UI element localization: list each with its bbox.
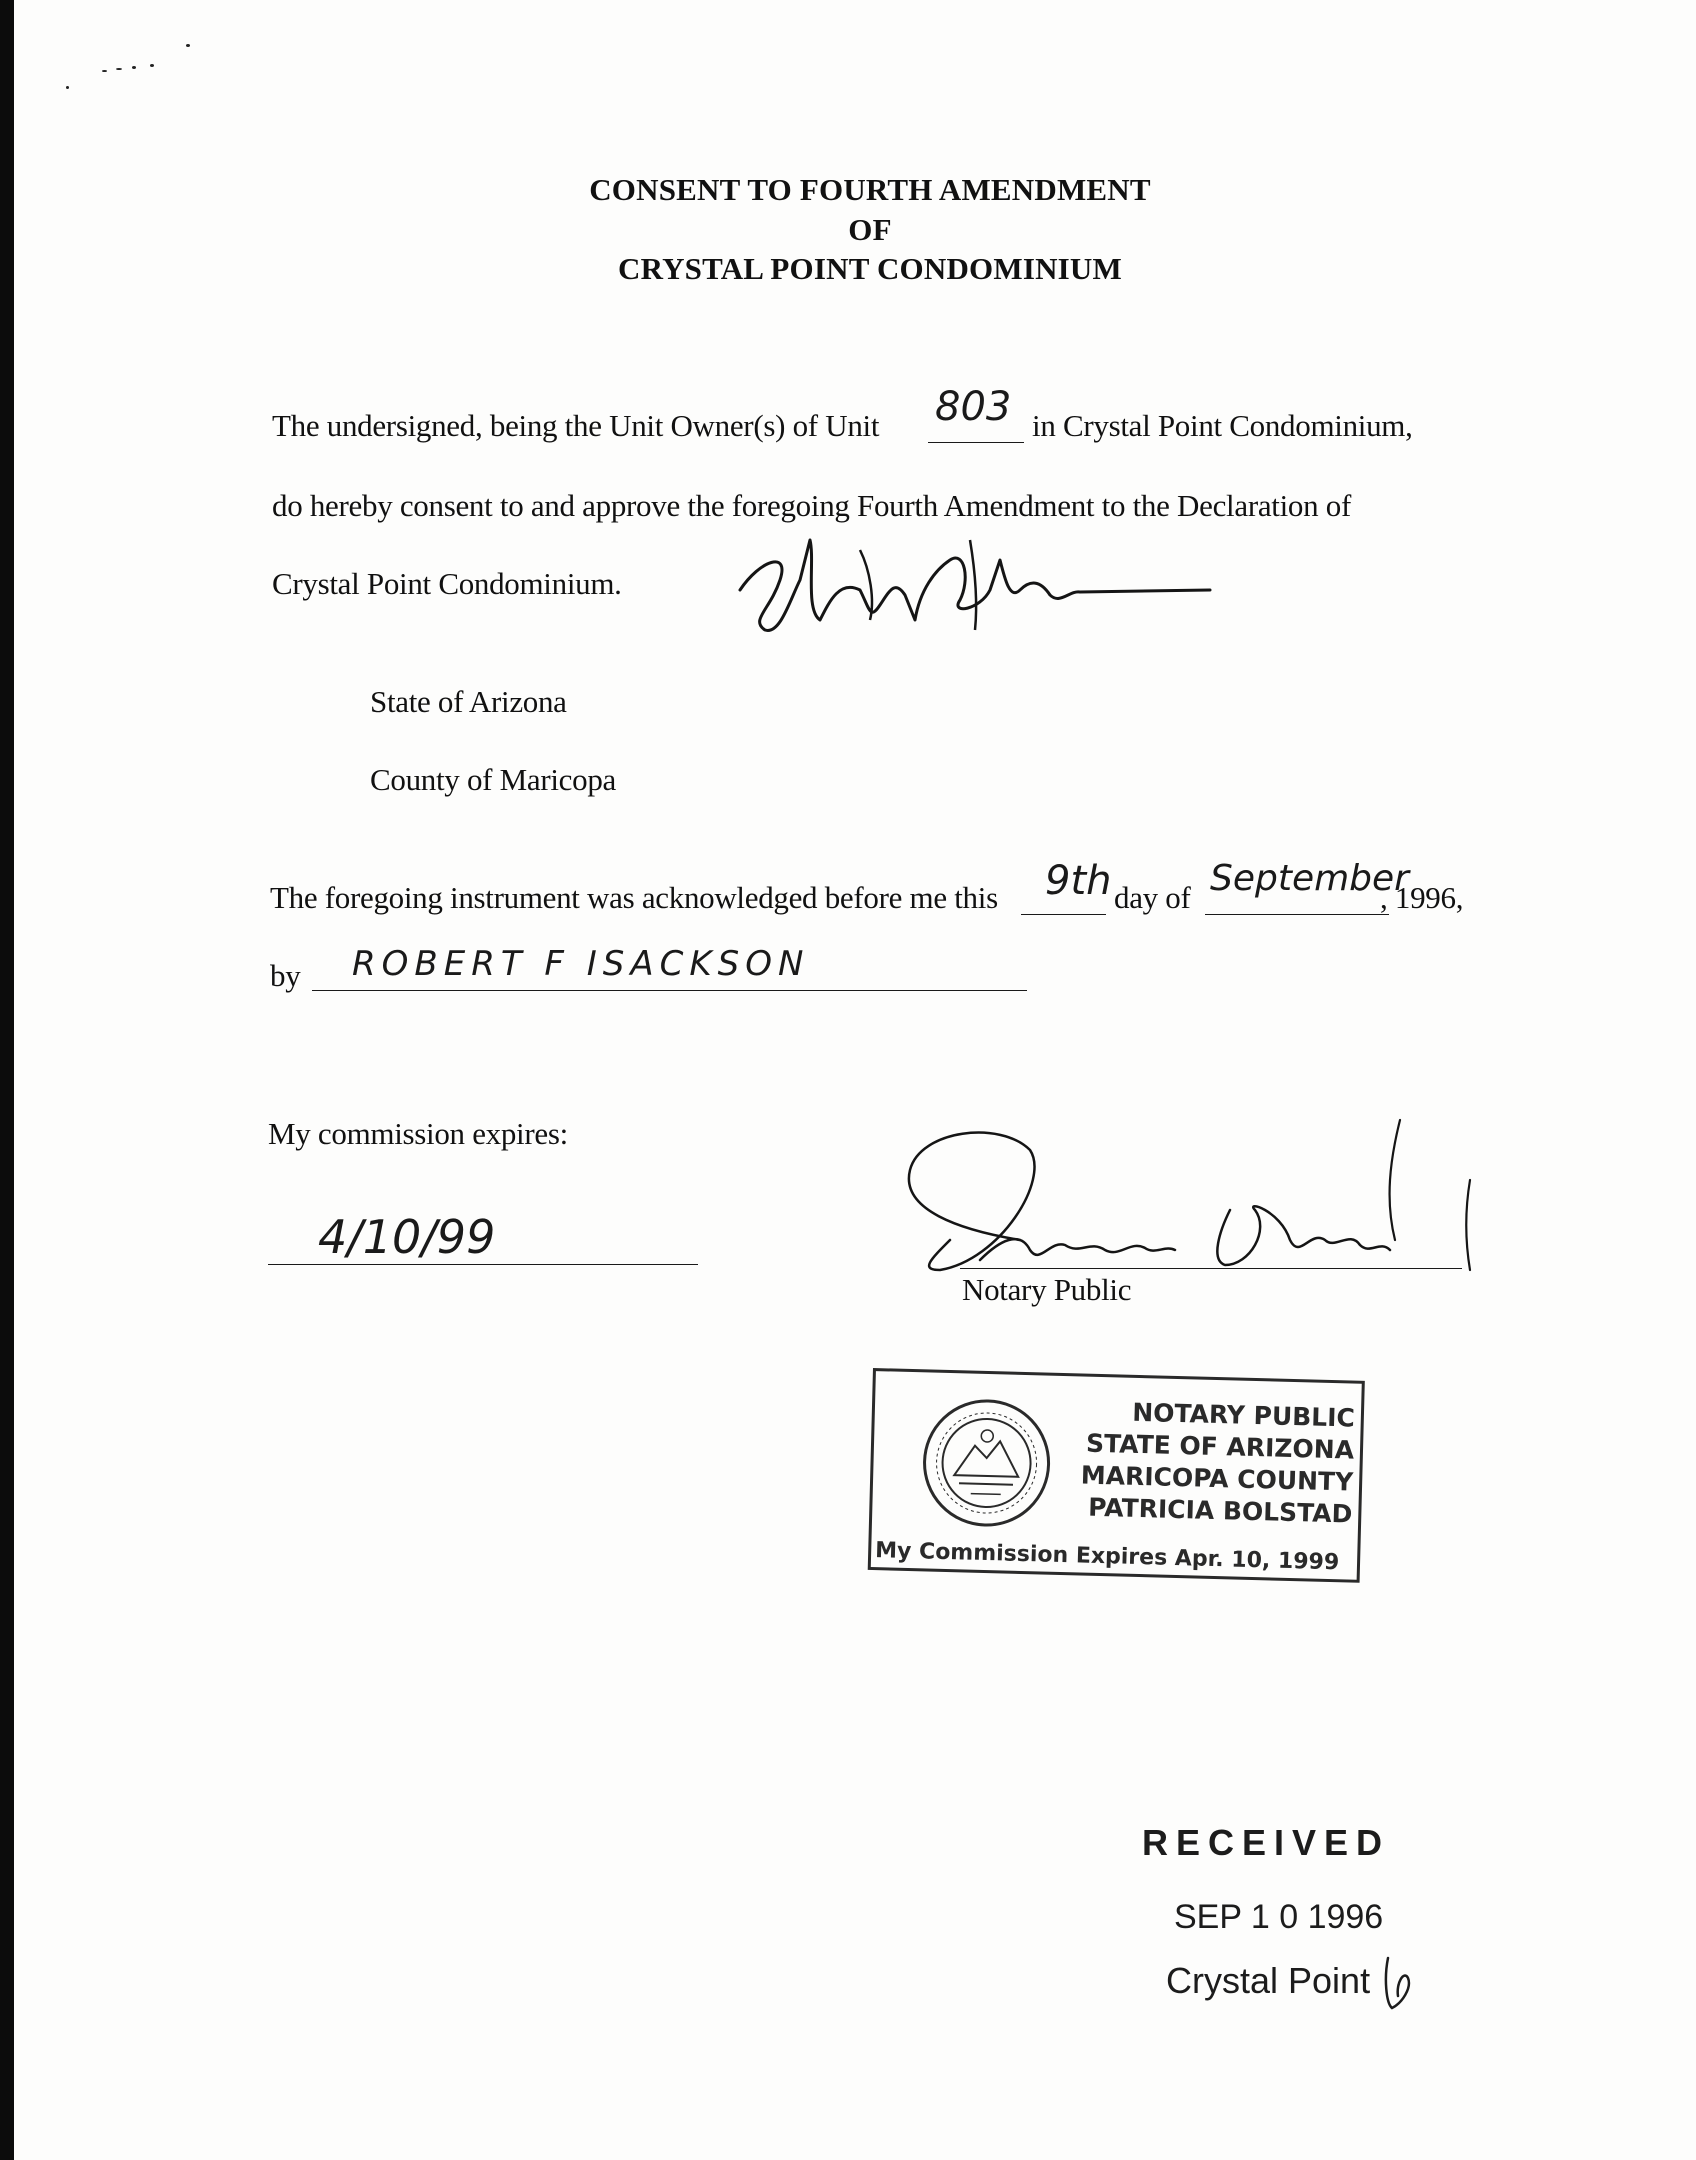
scan-speck	[186, 44, 190, 47]
commission-date-handwritten: 4/10/99	[318, 1210, 496, 1264]
stamp-state: STATE OF ARIZONA	[1085, 1428, 1355, 1465]
consent-line3: Crystal Point Condominium.	[272, 566, 622, 601]
owner-signature	[720, 520, 1220, 640]
consent-line1-after: in Crystal Point Condominium,	[1032, 408, 1413, 443]
by-name-handwritten: ROBERT F ISACKSON	[352, 944, 810, 984]
venue-state: State of Arizona	[370, 684, 567, 719]
month-handwritten: September	[1210, 858, 1409, 899]
day-handwritten: 9th	[1045, 858, 1112, 904]
notary-signature	[880, 1090, 1500, 1280]
received-date: SEP 1 0 1996	[1174, 1898, 1384, 1936]
year-text: , 1996,	[1380, 880, 1464, 915]
scan-speck	[150, 64, 154, 67]
stamp-notary-name: PATRICIA BOLSTAD	[1087, 1492, 1353, 1529]
by-label: by	[270, 958, 301, 993]
unit-number-handwritten: 803	[935, 384, 1012, 430]
scan-speck	[116, 68, 122, 70]
notary-stamp	[868, 1368, 1365, 1583]
day-line	[1021, 914, 1106, 915]
venue-county: County of Maricopa	[370, 762, 616, 797]
commission-date-line	[268, 1264, 698, 1265]
consent-line1-before: The undersigned, being the Unit Owner(s) of Unit	[272, 408, 880, 443]
consent-line2: do hereby consent to and approve the foregoing Fourth Amendment to the Declaration of	[272, 488, 1351, 523]
scan-speck	[102, 70, 107, 72]
acknowledgment-text: The foregoing instrument was acknowledged before me this	[270, 880, 998, 915]
scan-edge	[0, 0, 14, 2160]
day-of-label: day of	[1114, 880, 1191, 915]
arizona-seal-icon	[918, 1394, 1055, 1531]
unit-number-line	[928, 442, 1024, 443]
stamp-commission-expiry: My Commission Expires Apr. 10, 1999	[874, 1538, 1340, 1576]
received-initials	[1378, 1948, 1424, 2018]
month-line	[1205, 914, 1389, 915]
scan-speck	[132, 66, 136, 69]
received-place: Crystal Point	[1166, 1960, 1371, 2001]
notary-public-label: Notary Public	[962, 1272, 1132, 1307]
by-line	[312, 990, 1027, 991]
received-label: RECEIVED	[1142, 1822, 1391, 1863]
document-title-line3: CRYSTAL POINT CONDOMINIUM	[618, 251, 1122, 286]
scan-speck	[66, 86, 69, 89]
stamp-notary-public: NOTARY PUBLIC	[1131, 1397, 1356, 1433]
document-title-line1: CONSENT TO FOURTH AMENDMENT	[589, 172, 1151, 207]
document-title-line2: OF	[848, 212, 892, 247]
commission-label: My commission expires:	[268, 1116, 568, 1151]
stamp-county: MARICOPA COUNTY	[1080, 1460, 1354, 1497]
